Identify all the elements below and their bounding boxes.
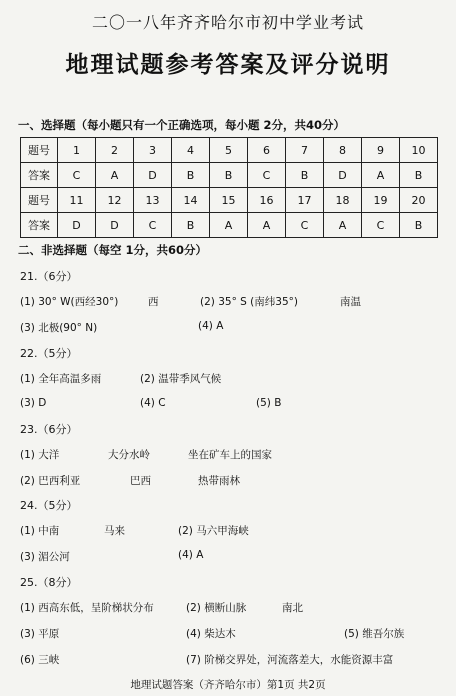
exam-title: 二〇一八年齐齐哈尔市初中学业考试 bbox=[91, 13, 364, 32]
q25-answer-7: (7) 阶梯交界处，河流落差大，水能资源丰富 bbox=[186, 654, 394, 666]
question-number: 9 bbox=[362, 138, 400, 163]
answer-cell: B bbox=[172, 213, 210, 238]
answer-cell: C bbox=[286, 213, 324, 238]
q22-answer-2: (2) 温带季风气候 bbox=[140, 373, 222, 385]
row-label: 答案 bbox=[21, 163, 58, 188]
page-footer: 地理试题答案（齐齐哈尔市）第1页 共2页 bbox=[130, 679, 326, 691]
q21-answer-3: (3) 北极(90° N) bbox=[20, 322, 98, 334]
question-number: 12 bbox=[96, 188, 134, 213]
question-number: 18 bbox=[324, 188, 362, 213]
question-number: 6 bbox=[248, 138, 286, 163]
question-number: 19 bbox=[362, 188, 400, 213]
question-number: 14 bbox=[172, 188, 210, 213]
q25-answer-2b: 南北 bbox=[282, 602, 303, 614]
question-number: 7 bbox=[286, 138, 324, 163]
question-number: 8 bbox=[324, 138, 362, 163]
q25-answer-1: (1) 西高东低，呈阶梯状分布 bbox=[20, 602, 154, 614]
answer-cell: D bbox=[96, 213, 134, 238]
q25-answer-3: (3) 平原 bbox=[20, 628, 60, 640]
answer-cell: C bbox=[58, 163, 96, 188]
q21-answer-2: (2) 35° S (南纬35°) bbox=[200, 296, 298, 308]
q24-answer-2: (2) 马六甲海峡 bbox=[178, 525, 249, 537]
q25-answer-6: (6) 三峡 bbox=[20, 654, 60, 666]
document-title: 地理试题参考答案及评分说明 bbox=[65, 51, 391, 78]
q21-answer-2b: 南温 bbox=[340, 296, 361, 308]
q25-answer-5: (5) 维吾尔族 bbox=[344, 628, 405, 640]
question-number: 1 bbox=[58, 138, 96, 163]
answer-cell: C bbox=[362, 213, 400, 238]
answer-cell: D bbox=[58, 213, 96, 238]
question-21-label: 21.（6分） bbox=[20, 270, 78, 283]
table-row bbox=[21, 213, 438, 238]
table-row bbox=[21, 163, 438, 188]
answer-cell: D bbox=[324, 163, 362, 188]
answer-cell: A bbox=[210, 213, 248, 238]
q22-answer-5: (5) B bbox=[256, 397, 282, 409]
question-number: 15 bbox=[210, 188, 248, 213]
question-22-label: 22.（5分） bbox=[20, 347, 78, 360]
q25-answer-4: (4) 柴达木 bbox=[186, 628, 236, 640]
q23-answer-2b: 巴西 bbox=[130, 475, 151, 487]
answer-cell: C bbox=[134, 213, 172, 238]
question-24-label: 24.（5分） bbox=[20, 499, 78, 512]
question-number: 4 bbox=[172, 138, 210, 163]
question-number: 20 bbox=[400, 188, 438, 213]
question-number: 17 bbox=[286, 188, 324, 213]
q24-answer-1b: 马来 bbox=[104, 525, 125, 537]
table-row bbox=[21, 188, 438, 213]
q21-answer-1: (1) 30° W(西经30°) bbox=[20, 296, 119, 308]
question-number: 16 bbox=[248, 188, 286, 213]
q21-answer-4: (4) A bbox=[198, 320, 224, 332]
section2-heading: 二、非选择题（每空 1分，共60分） bbox=[18, 243, 208, 257]
answer-cell: B bbox=[400, 163, 438, 188]
answer-cell: B bbox=[286, 163, 324, 188]
question-number: 10 bbox=[400, 138, 438, 163]
question-25-label: 25.（8分） bbox=[20, 576, 78, 589]
question-number: 5 bbox=[210, 138, 248, 163]
q23-answer-2c: 热带雨林 bbox=[198, 475, 240, 487]
table-row bbox=[21, 138, 438, 163]
q23-answer-1: (1) 大洋 bbox=[20, 449, 60, 461]
answer-cell: A bbox=[248, 213, 286, 238]
answer-cell: D bbox=[134, 163, 172, 188]
answer-cell: B bbox=[400, 213, 438, 238]
row-label: 答案 bbox=[21, 213, 58, 238]
q23-answer-1c: 坐在矿车上的国家 bbox=[188, 449, 272, 461]
q23-answer-2: (2) 巴西利亚 bbox=[20, 475, 81, 487]
question-number: 2 bbox=[96, 138, 134, 163]
question-number: 3 bbox=[134, 138, 172, 163]
question-number: 13 bbox=[134, 188, 172, 213]
multiple-choice-answer-table bbox=[20, 137, 438, 238]
answer-cell: A bbox=[362, 163, 400, 188]
q24-answer-4: (4) A bbox=[178, 549, 204, 561]
answer-cell: A bbox=[324, 213, 362, 238]
q24-answer-1: (1) 中南 bbox=[20, 525, 60, 537]
q25-answer-2: (2) 横断山脉 bbox=[186, 602, 247, 614]
answer-cell: B bbox=[210, 163, 248, 188]
q22-answer-4: (4) C bbox=[140, 397, 166, 409]
answer-cell: A bbox=[96, 163, 134, 188]
section1-heading: 一、选择题（每小题只有一个正确选项，每小题 2分，共40分） bbox=[18, 118, 346, 132]
answer-cell: B bbox=[172, 163, 210, 188]
q23-answer-1b: 大分水岭 bbox=[108, 449, 150, 461]
question-number: 11 bbox=[58, 188, 96, 213]
q21-answer-1b: 西 bbox=[148, 296, 159, 308]
q24-answer-3: (3) 湄公河 bbox=[20, 551, 70, 563]
answer-cell: C bbox=[248, 163, 286, 188]
q22-answer-3: (3) D bbox=[20, 397, 47, 409]
question-23-label: 23.（6分） bbox=[20, 423, 78, 436]
row-label: 题号 bbox=[21, 138, 58, 163]
q22-answer-1: (1) 全年高温多雨 bbox=[20, 373, 102, 385]
row-label: 题号 bbox=[21, 188, 58, 213]
